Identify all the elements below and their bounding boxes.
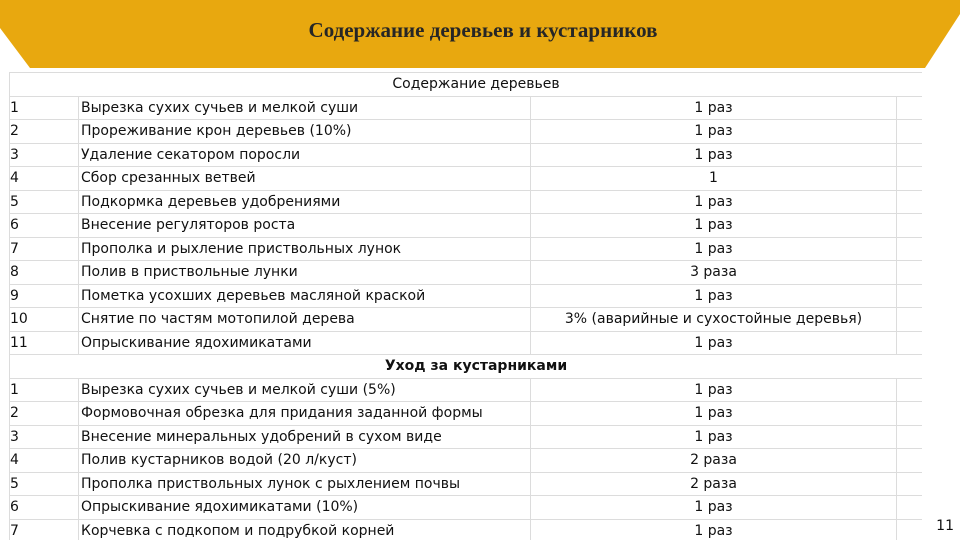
task-description: Внесение минеральных удобрений в сухом виде xyxy=(79,425,531,449)
table-row xyxy=(10,449,923,473)
table-row xyxy=(10,143,923,167)
row-number: 1 xyxy=(10,96,79,120)
row-number: 10 xyxy=(10,308,79,332)
task-frequency: 1 раз xyxy=(531,519,897,540)
row-number: 4 xyxy=(10,167,79,191)
row-number: 3 xyxy=(10,425,79,449)
empty-cell xyxy=(897,378,923,402)
task-frequency: 1 раз xyxy=(531,496,897,520)
task-frequency: 1 xyxy=(531,167,897,191)
section-title-cell xyxy=(10,73,923,97)
table-row xyxy=(10,214,923,238)
task-frequency: 1 раз xyxy=(531,425,897,449)
task-description: Полив в приствольные лунки xyxy=(79,261,531,285)
task-frequency: 2 раза xyxy=(531,449,897,473)
task-description: Снятие по частям мотопилой дерева xyxy=(79,308,531,332)
empty-cell xyxy=(897,519,923,540)
section-header-row xyxy=(10,73,923,97)
task-frequency: 3% (аварийные и сухостойные деревья) xyxy=(531,308,897,332)
row-number: 8 xyxy=(10,261,79,285)
task-description: Вырезка сухих сучьев и мелкой суши xyxy=(79,96,531,120)
task-description: Подкормка деревьев удобрениями xyxy=(79,190,531,214)
maintenance-table-body xyxy=(10,73,923,540)
empty-cell xyxy=(897,284,923,308)
task-frequency: 1 раз xyxy=(531,378,897,402)
task-description: Вырезка сухих сучьев и мелкой суши (5%) xyxy=(79,378,531,402)
page-number: 11 xyxy=(936,518,954,534)
empty-cell xyxy=(897,96,923,120)
section-header-row xyxy=(10,355,923,379)
task-description: Прореживание крон деревьев (10%) xyxy=(79,120,531,144)
empty-cell xyxy=(897,331,923,355)
section-title: Содержание деревьев xyxy=(392,76,560,93)
table-row xyxy=(10,425,923,449)
empty-cell xyxy=(897,261,923,285)
row-number: 9 xyxy=(10,284,79,308)
task-frequency: 1 раз xyxy=(531,96,897,120)
page-title: Содержание деревьев и кустарников xyxy=(308,18,658,42)
task-description: Формовочная обрезка для придания заданной формы xyxy=(79,402,531,426)
empty-cell xyxy=(897,425,923,449)
task-description: Внесение регуляторов роста xyxy=(79,214,531,238)
empty-cell xyxy=(897,402,923,426)
empty-cell xyxy=(897,167,923,191)
row-number: 11 xyxy=(10,331,79,355)
table-row xyxy=(10,96,923,120)
row-number: 2 xyxy=(10,402,79,426)
table-row xyxy=(10,120,923,144)
empty-cell xyxy=(897,190,923,214)
task-frequency: 1 раз xyxy=(531,190,897,214)
task-frequency: 1 раз xyxy=(531,214,897,238)
row-number: 7 xyxy=(10,237,79,261)
maintenance-table-container xyxy=(9,72,922,540)
task-description: Сбор срезанных ветвей xyxy=(79,167,531,191)
task-description: Полив кустарников водой (20 л/куст) xyxy=(79,449,531,473)
row-number: 3 xyxy=(10,143,79,167)
table-row xyxy=(10,331,923,355)
table-row xyxy=(10,378,923,402)
task-description: Опрыскивание ядохимикатами xyxy=(79,331,531,355)
table-row xyxy=(10,237,923,261)
empty-cell xyxy=(897,308,923,332)
task-frequency: 2 раза xyxy=(531,472,897,496)
task-frequency: 1 раз xyxy=(531,284,897,308)
empty-cell xyxy=(897,214,923,238)
empty-cell xyxy=(897,143,923,167)
maintenance-table xyxy=(9,72,922,540)
task-description: Удаление секатором поросли xyxy=(79,143,531,167)
table-row xyxy=(10,284,923,308)
section-title-cell xyxy=(10,355,923,379)
empty-cell xyxy=(897,237,923,261)
row-number: 5 xyxy=(10,190,79,214)
table-row xyxy=(10,261,923,285)
task-frequency: 1 раз xyxy=(531,331,897,355)
task-description: Корчевка с подкопом и подрубкой корней xyxy=(79,519,531,540)
table-row xyxy=(10,308,923,332)
row-number: 2 xyxy=(10,120,79,144)
table-row xyxy=(10,167,923,191)
row-number: 5 xyxy=(10,472,79,496)
table-row xyxy=(10,402,923,426)
task-frequency: 1 раз xyxy=(531,143,897,167)
empty-cell xyxy=(897,449,923,473)
task-description: Прополка приствольных лунок с рыхлением почвы xyxy=(79,472,531,496)
task-frequency: 3 раза xyxy=(531,261,897,285)
empty-cell xyxy=(897,472,923,496)
section-title: Уход за кустарниками xyxy=(384,358,568,375)
task-description: Прополка и рыхление приствольных лунок xyxy=(79,237,531,261)
table-row xyxy=(10,472,923,496)
row-number: 6 xyxy=(10,214,79,238)
empty-cell xyxy=(897,120,923,144)
task-frequency: 1 раз xyxy=(531,237,897,261)
row-number: 4 xyxy=(10,449,79,473)
table-row xyxy=(10,496,923,520)
table-row xyxy=(10,190,923,214)
task-frequency: 1 раз xyxy=(531,402,897,426)
task-frequency: 1 раз xyxy=(531,120,897,144)
task-description: Пометка усохших деревьев масляной краской xyxy=(79,284,531,308)
row-number: 6 xyxy=(10,496,79,520)
empty-cell xyxy=(897,496,923,520)
row-number: 1 xyxy=(10,378,79,402)
table-row xyxy=(10,519,923,540)
row-number: 7 xyxy=(10,519,79,540)
task-description: Опрыскивание ядохимикатами (10%) xyxy=(79,496,531,520)
